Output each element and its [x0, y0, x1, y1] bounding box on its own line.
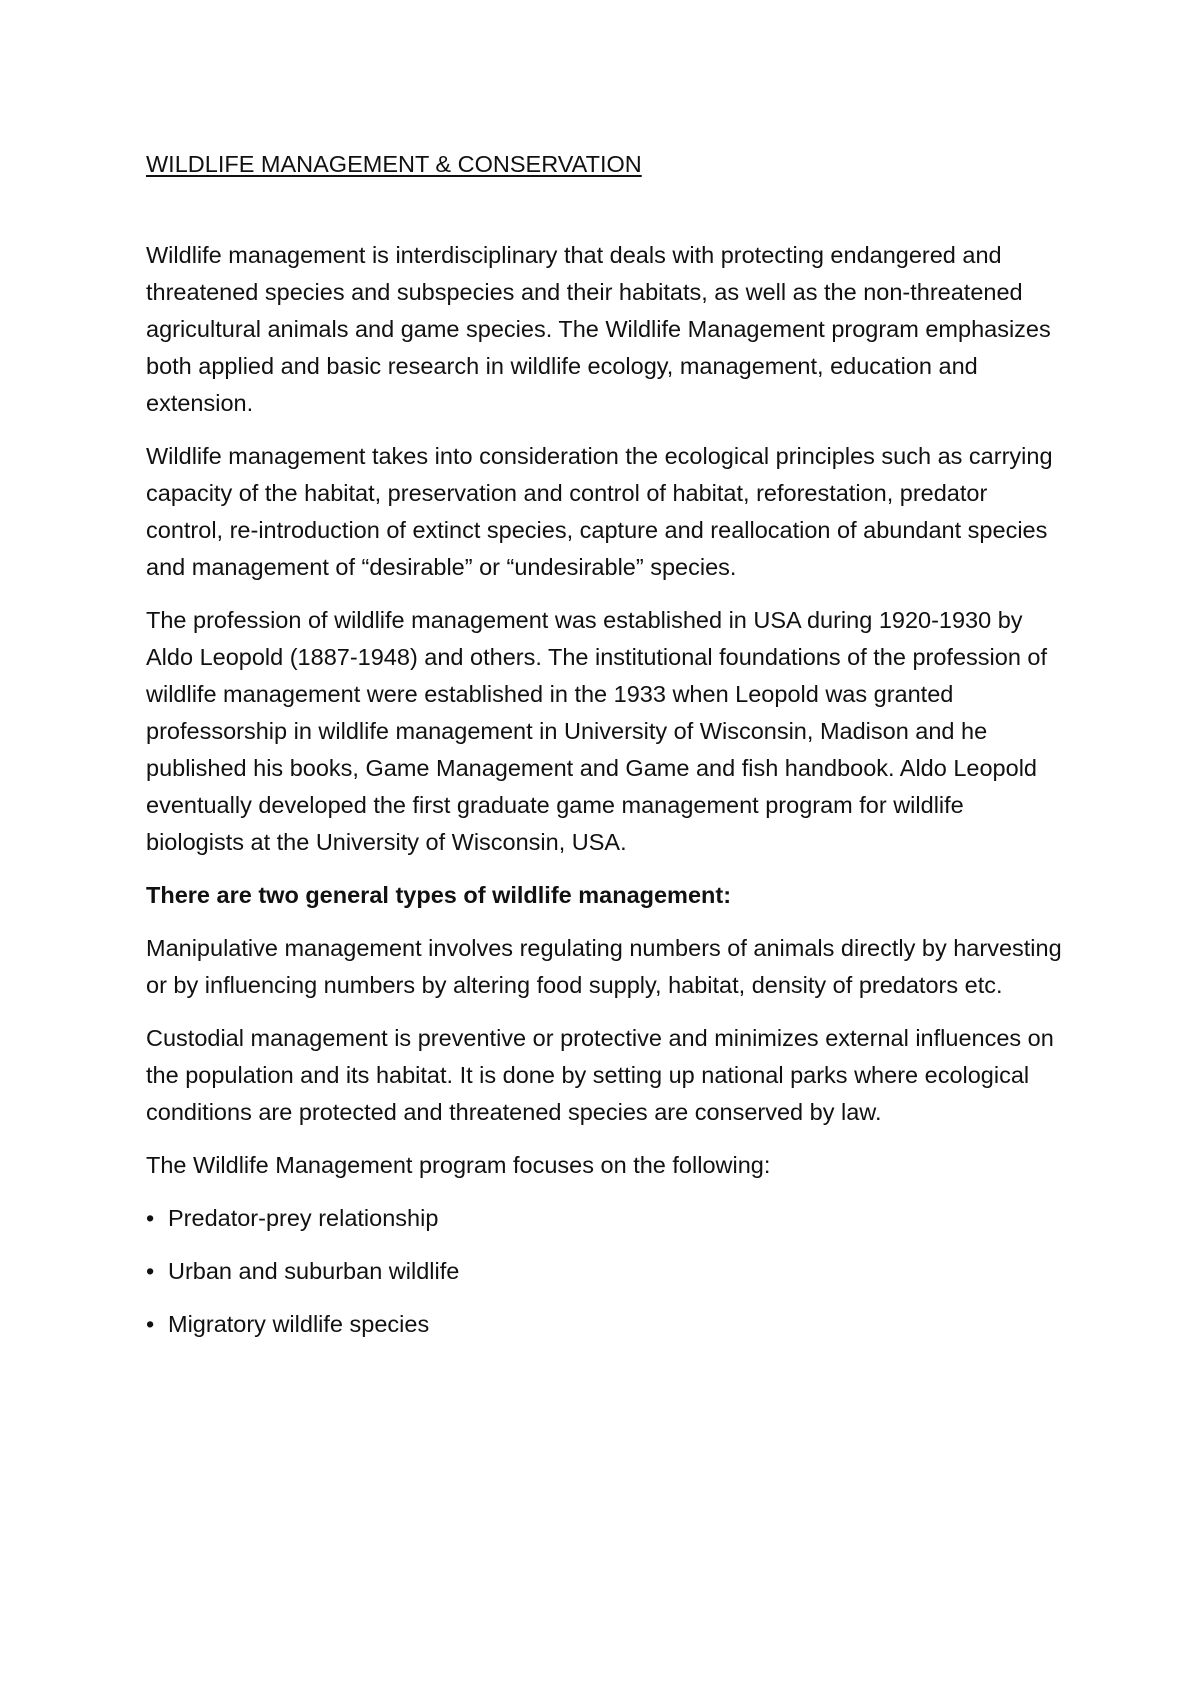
list-item-text: Urban and suburban wildlife [168, 1258, 460, 1284]
manipulative-paragraph: Manipulative management involves regulating numbers of animals directly by harvesting or by influencing numbers by altering food supply, habitat, density of predators etc. [146, 935, 1062, 998]
custodial-paragraph: Custodial management is preventive or protective and minimizes external influences on the population and its habitat. It is done by setting up national parks where ecological conditions are protected and threatened species are conserved by law. [146, 1025, 1054, 1125]
types-subheading: There are two general types of wildlife management: [146, 882, 732, 908]
list-item [146, 1253, 1066, 1290]
document-body [146, 146, 1066, 1359]
intro-paragraph: Wildlife management is interdisciplinary that deals with protecting endangered and threatened species and subspecies and their habitats, as well as the non-threatened agricultural animals and game species. The Wildlife Management program emphasizes both applied and basic research in wildlife ecology, management, education and extension. [146, 242, 1051, 416]
bullet-icon: • [146, 1311, 155, 1337]
history-paragraph: The profession of wildlife management was established in USA during 1920-1930 by Aldo Leopold (1887-1948) and others. The institutional foundations of the profession of wildlife management were established in the 1933 when Leopold was granted professorship in wildlife management in University of Wisconsin, Madison and he published his books, Game Management and Game and fish handbook. Aldo Leopold eventually developed the first graduate game management program for wildlife biologists at the University of Wisconsin, USA. [146, 607, 1048, 855]
list-item-text: Migratory wildlife species [168, 1311, 430, 1337]
list-item [146, 1200, 1066, 1237]
bullet-icon: • [146, 1258, 155, 1284]
document-title: WILDLIFE MANAGEMENT & CONSERVATION [146, 151, 642, 177]
list-item-text: Predator-prey relationship [168, 1205, 439, 1231]
focus-list [146, 1200, 1066, 1343]
focus-intro: The Wildlife Management program focuses on the following: [146, 1152, 771, 1178]
principles-paragraph: Wildlife management takes into consideration the ecological principles such as carrying capacity of the habitat, preservation and control of habitat, reforestation, predator control, re-introduction of extinct species, capture and reallocation of abundant species and management of “desirable” or “undesirable” species. [146, 443, 1053, 580]
bullet-icon: • [146, 1205, 155, 1231]
list-item [146, 1306, 1066, 1343]
